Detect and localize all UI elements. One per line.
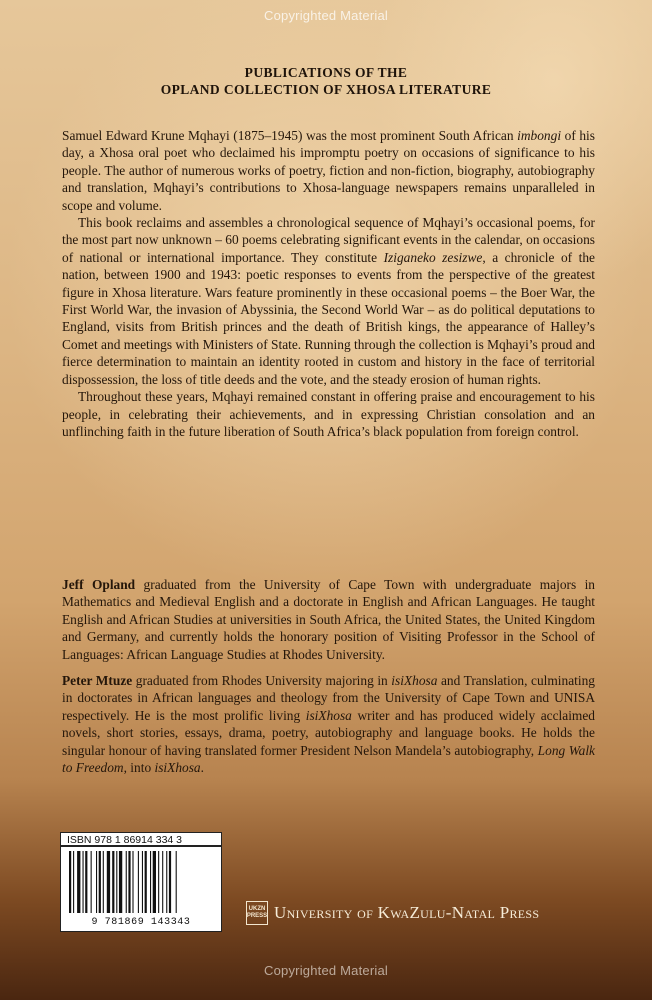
barcode-bars-icon — [67, 851, 217, 917]
publisher-name: University of KwaZulu-Natal Press — [274, 903, 540, 922]
blurb-paragraph-1: Samuel Edward Krune Mqhayi (1875–1945) was the most prominent South African imbongi of his day, a Xhosa oral poet who declaimed his impromptu poetry on occasions of significance to his people. The author of numerous works of poetry, fiction and non-fiction, biography, autobiography and translation, Mqhayi’s contributions to Xhosa-language newspapers remains unparalleled in scope and volume. — [62, 128, 595, 213]
blurb-paragraph-2: This book reclaims and assembles a chronological sequence of Mqhayi’s occasional poems, for the most part now unknown – 60 poems celebrating significant events in the calendar, on occasions of national or international importance. They constitute Iziganeko zesizwe, a chronicle of the nation, between 1900 and 1943: poetic responses to events from the perspective of the greatest figure in Xhosa literature. Wars feature prominently in these occasional poems – the Boer War, the First World War, the invasion of Abyssinia, the Second World War – as do political deputations to England, visits from British princes and the death of British kings, the appearance of Halley’s Comet and meetings with Ministers of State. Running through the collection is Mqhayi’s proud and fierce determination to maintain an identity rooted in custom and history in the face of territorial dispossession, the loss of title deeds and the vote, and the steady erosion of human rights. — [62, 215, 595, 387]
barcode — [60, 846, 222, 932]
author-bios — [62, 576, 595, 776]
series-heading-line2: OPLAND COLLECTION OF XHOSA LITERATURE — [160, 82, 492, 97]
bio-opland: Jeff Opland graduated from the University of Cape Town with undergraduate majors in Mathematics and Medieval English and a doctorate in English and African Languages. He taught English and African Studies at universities in South Africa, the United States, the United Kingdom and Germany, and currently holds the honorary position of Visiting Professor in the School of Languages: African Language Studies at Rhodes University. — [62, 577, 596, 662]
blurb-text — [62, 127, 595, 440]
watermark-bottom: Copyrighted Material — [264, 963, 388, 978]
bio-mtuze: Peter Mtuze graduated from Rhodes University majoring in isiXhosa and Translation, culminating in doctorates in African languages and theology from the University of Cape Town and UNISA respectively. He is the most prolific living isiXhosa writer and has produced widely acclaimed novels, short stories, essays, drama, poetry, autobiography and language books. He holds the singular honour of having translated former President Nelson Mandela’s autobiography, Long Walk to Freedom, into isiXhosa. — [62, 673, 596, 776]
isbn-label: ISBN 978 1 86914 334 3 — [60, 832, 222, 846]
ukzn-press-logo-icon: UKZN PRESS — [246, 901, 268, 925]
watermark-top: Copyrighted Material — [264, 8, 388, 23]
series-heading-line1: PUBLICATIONS OF THE — [244, 65, 408, 80]
barcode-digits: 9 781869 143343 — [91, 917, 191, 928]
publisher-imprint — [246, 900, 539, 926]
blurb-paragraph-3: Throughout these years, Mqhayi remained constant in offering praise and encouragement to his people, in celebrating their achievements, and in expressing Christian consolation and an unflinching faith in the future liberation of South Africa’s black population from foreign control. — [62, 389, 595, 439]
